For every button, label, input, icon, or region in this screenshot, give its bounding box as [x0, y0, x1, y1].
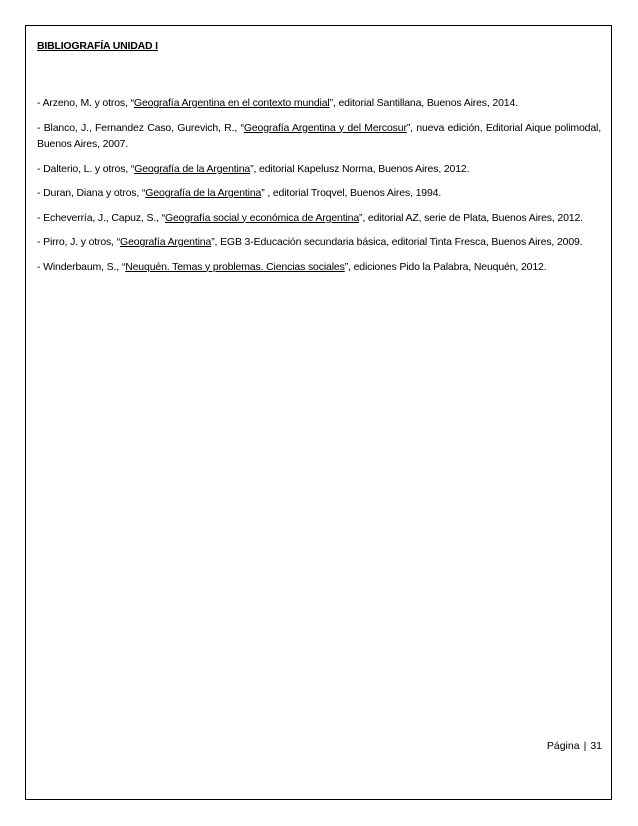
entry-title: Geografía social y económica de Argentina	[164, 211, 360, 224]
bibliography-entry	[37, 95, 601, 112]
entry-publisher: ”, editorial AZ, serie de Plata, Buenos Aires, 2012.	[359, 211, 583, 224]
entry-title: Geografía Argentina y del Mercosur	[243, 121, 407, 134]
entry-author: - Dalterio, L. y otros, “	[37, 162, 135, 175]
bibliography-entry	[37, 234, 601, 251]
section-heading: BIBLIOGRAFÍA UNIDAD I	[37, 40, 158, 52]
entry-title: Neuquén. Temas y problemas. Ciencias sociales	[125, 260, 345, 273]
bibliography-list	[37, 95, 601, 283]
entry-author: - Arzeno, M. y otros, “	[37, 97, 134, 109]
entry-title: Geografía Argentina	[120, 236, 212, 248]
entry-title: Geografía Argentina en el contexto mundial	[133, 97, 330, 109]
entry-author: - Winderbaum, S., “	[37, 260, 126, 273]
entry-publisher: ”, editorial Santillana, Buenos Aires, 2014.	[329, 97, 518, 109]
entry-author: - Duran, Diana y otros, “	[37, 187, 146, 199]
entry-author: - Pirro, J. y otros, “	[37, 236, 121, 248]
entry-publisher: ”, ediciones Pido la Palabra, Neuquén, 2012.	[344, 260, 547, 273]
page-footer	[547, 740, 602, 752]
bibliography-entry	[37, 120, 601, 153]
entry-author: - Blanco, J., Fernandez Caso, Gurevich, R., “	[37, 121, 244, 134]
entry-title: Geografía de la Argentina	[145, 187, 262, 199]
entry-author: - Echeverría, J., Capuz, S., “	[37, 211, 165, 224]
footer-separator: |	[583, 740, 587, 752]
entry-publisher: ”, nueva edición, Editorial Aique polimodal, Buenos Aires, 2007.	[37, 121, 601, 150]
entry-publisher: ”, editorial Kapelusz Norma, Buenos Aires, 2012.	[250, 162, 470, 175]
bibliography-entry	[37, 185, 601, 202]
entry-publisher: ” , editorial Troqvel, Buenos Aires, 1994.	[261, 187, 442, 199]
bibliography-entry	[37, 161, 601, 178]
bibliography-entry	[37, 259, 601, 276]
bibliography-entry	[37, 210, 601, 227]
page-label: Página	[546, 740, 580, 752]
page-number: 31	[590, 740, 602, 752]
entry-title: Geografía de la Argentina	[134, 162, 251, 175]
entry-publisher: ”, EGB 3-Educación secundaria básica, editorial Tinta Fresca, Buenos Aires, 2009.	[211, 236, 583, 248]
